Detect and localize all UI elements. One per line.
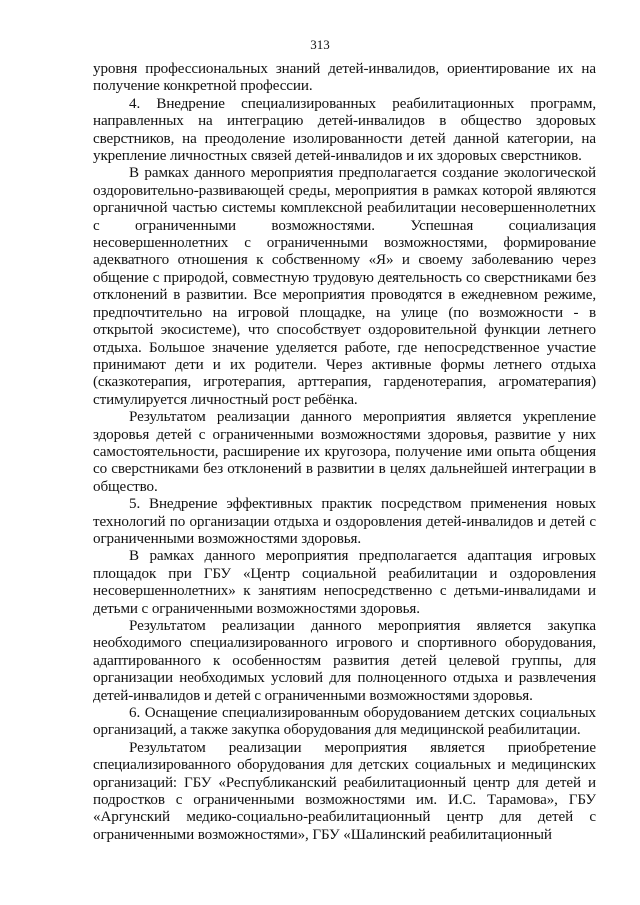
document-body bbox=[93, 61, 596, 844]
paragraph-item-5-result: Результатом реализации данного мероприятия является закупка необходимого специализированного игрового и спортивного оборудования, адаптированного к особенностям развития детей целевой группы, для организации необходимых условий для полноценного отдыха и развлечения детей-инвалидов и детей с ограниченными возможностями здоровья. bbox=[93, 618, 596, 704]
paragraph-item-4-result: Результатом реализации данного мероприятия является укрепление здоровья детей с ограниченными возможностями здоровья, развитие у них самостоятельности, расширение их кругозора, получение ими опыта общения со сверстниками без отклонений в развитии в целях дальнейшей интеграции в общество. bbox=[93, 409, 596, 495]
page-number: 313 bbox=[310, 37, 330, 52]
paragraph-item-6-result: Результатом реализации мероприятия является приобретение специализированного оборудования для детских социальных и медицинских организаций: ГБУ «Республиканский реабилитационный центр для детей и подростков с ограниченными возможностями им. И.С. Тарамова», ГБУ «Аргунский медико-социально-реабилитационный центр для детей с ограниченными возможностями», ГБУ «Шалинский реабилитационный bbox=[93, 739, 596, 843]
paragraph-continuation: уровня профессиональных знаний детей-инвалидов, ориентирование их на получение конкретной профессии. bbox=[93, 61, 596, 95]
paragraph-item-4-details: В рамках данного мероприятия предполагается создание экологической оздоровительно-развивающей среды, мероприятия в рамках которой являются органичной частью системы комплексной реабилитации несовершеннолетних с ограниченными возможностями. Успешная социализация несовершеннолетних с ограниченными возможностями, формирование адекватного отношения к собственному «Я» и своему заболеванию через общение с природой, совместную трудовую деятельность со сверстниками без отклонений в развитии. Все мероприятия проводятся в ежедневном режиме, предпочтительно на игровой площадке, на улице (по возможности - в открытой экосистеме), что способствует оздоровительной функции летнего отдыха. Большое значение уделяется работе, где непосредственное участие принимают дети и их родители. Через активные формы летнего отдыха (сказкотерапия, игротерапия, арттерапия, гарденотерапия, агроматерапия) стимулируется личностный рост ребёнка. bbox=[93, 165, 596, 408]
paragraph-item-5-details: В рамках данного мероприятия предполагается адаптация игровых площадок при ГБУ «Центр социальной реабилитации и оздоровления несовершеннолетних» к занятиям непосредственно с детьми-инвалидами и детьми с ограниченными возможностями здоровья. bbox=[93, 548, 596, 617]
paragraph-item-5: 5. Внедрение эффективных практик посредством применения новых технологий по организации отдыха и оздоровления детей-инвалидов и детей с ограниченными возможностями здоровья. bbox=[93, 496, 596, 547]
paragraph-item-6: 6. Оснащение специализированным оборудованием детских социальных организаций, а также закупка оборудования для медицинской реабилитации. bbox=[93, 705, 596, 739]
paragraph-item-4: 4. Внедрение специализированных реабилитационных программ, направленных на интеграцию детей-инвалидов в общество здоровых сверстников, на преодоление изолированности детей данной категории, на укрепление личностных связей детей-инвалидов и их здоровых сверстников. bbox=[93, 95, 596, 165]
